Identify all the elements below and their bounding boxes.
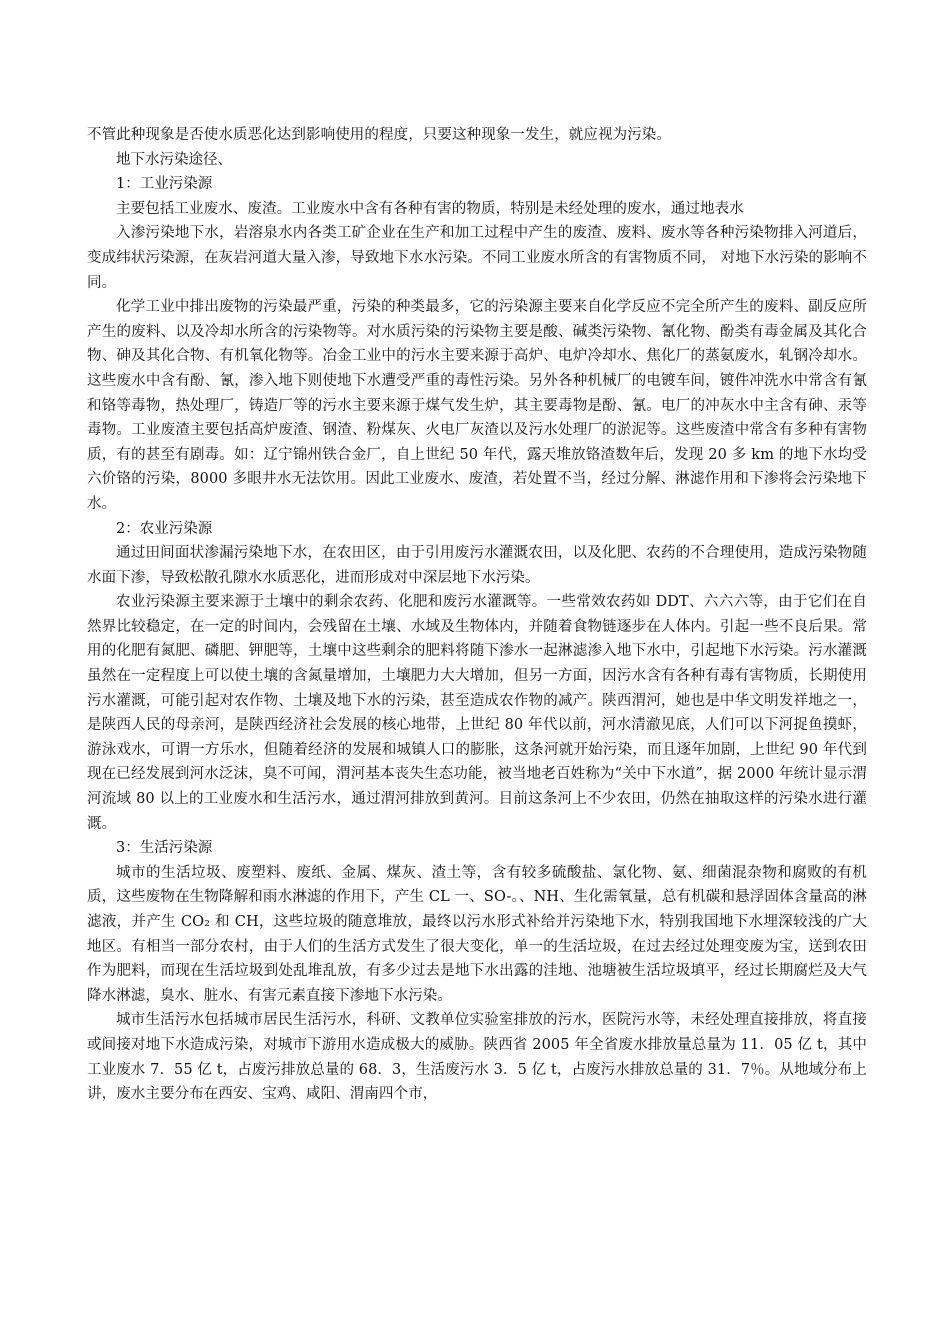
paragraph-agricultural-2: 农业污染源主要来源于土壤中的剩余农药、化肥和废污水灌溉等。一些常效农药如 DDT、六六六等，由于它们在自然界比较稳定，在一定的时间内，会残留在土壤、水域及生物体内，并随着食物链逐步在人体内。引起一些不良后果。常用的化肥有氮肥、磷肥、钾肥等，土壤中这些剩余的肥料将随下渗水一起淋滤渗入地下水中，引起地下水污染。污水灌溉虽然在一定程度上可以使土壤的含氮量增加，土壤肥力大大增加，但另一方面，因污水含有各种有毒有害物质，长期使用污水灌溉，可能引起对农作物、土壤及地下水的污染，甚至造成农作物的减产。陕西渭河，她也是中华文明发祥地之一，是陕西人民的母亲河，是陕西经济社会发展的核心地带，上世纪 80 年代以前，河水清澈见底，人们可以下河捉鱼摸虾，游泳戏水，可谓一方乐水，但随着经济的发展和城镇人口的膨胀，这条河就开始污染，而且逐年加剧，上世纪 90 年代到现在已经发展到河水泛沫，臭不可闻，渭河基本丧失生态功能，被当地老百姓称为“关中下水道”，据 2000 年统计显示渭河流域 80 以上的工业废水和生活污水，通过渭河排放到黄河。目前这条河上不少农田，仍然在抽取这样的污染水进行灌溉。 — [87, 594, 867, 832]
heading-industrial-source: 1：工业污染源 — [116, 176, 213, 193]
heading-domestic-source: 3：生活污染源 — [116, 840, 213, 857]
paragraph-agricultural-1: 通过田间面状渗漏污染地下水，在农田区，由于引用废污水灌溉农田，以及化肥、农药的不合理使用，造成污染物随水面下渗，导致松散孔隙水水质恶化，进而形成对中深层地下水污染。 — [87, 545, 867, 586]
paragraph-domestic-1: 城市的生活垃圾、废塑料、废纸、金属、煤灰、渣土等，含有较多硫酸盐、氯化物、氨、细菌混杂物和腐败的有机质，这些废物在生物降解和雨水淋滤的作用下，产生 CL 一、SO-。、NH、生化需氧量，总有机碳和悬浮固体含量高的淋滤液，并产生 CO₂ 和 CH，这些垃圾的随意堆放，最终以污水形式补给并污染地下水，特别我国地下水埋深较浅的广大地区。有相当一部分农村，由于人们的生活方式发生了很大变化，单一的生活垃圾，在过去经过处理变废为宝，送到农田作为肥料，而现在生活垃圾到处乱堆乱放，有多少过去是地下水出露的洼地、池塘被生活垃圾填平，经过长期腐烂及大气降水淋滤，臭水、脏水、有害元素直接下渗地下水污染。 — [87, 864, 867, 1004]
paragraph-industrial-3: 化学工业中排出废物的污染最严重，污染的种类最多，它的污染源主要来自化学反应不完全所产生的废料、副反应所产生的废料、以及冷却水所含的污染物等。对水质污染的污染物主要是酸、碱类污染物、氰化物、酚类有毒金属及其化合物、砷及其化合物、有机氧化物等。冶金工业中的污水主要来源于高炉、电炉冷却水、焦化厂的蒸氨废水，轧钢冷却水。这些废水中含有酚、氰，渗入地下则使地下水遭受严重的毒性污染。另外各种机械厂的电镀车间，镀件冲洗水中常含有氰和铬等毒物，热处理厂，铸造厂等的污水主要来源于煤气发生炉，其主要毒物是酚、氰。电厂的冲灰水中主含有砷、汞等毒物。工业废渣主要包括高炉废渣、钢渣、粉煤灰、火电厂灰渣以及污水处理厂的淤泥等。这些废渣中常含有多种有害物质，有的甚至有剧毒。如：辽宁锦州铁合金厂，自上世纪 50 年代，露天堆放铬渣数年后，发现 20 多 km 的地下水均受六价铬的污染，8000 多眼井水无法饮用。因此工业废水、废渣，若处置不当，经过分解、淋滤作用和下渗将会污染地下水。 — [87, 299, 867, 512]
heading-pollution-pathways: 地下水污染途径、 — [116, 151, 232, 168]
paragraph-domestic-2: 城市生活污水包括城市居民生活污水，科研、文教单位实验室排放的污水，医院污水等，未经处理直接排放，将直接或间接对地下水造成污染，对城市下游用水造成极大的威胁。陕西省 2005 年全省废水排放量总量为 11．05 亿 t，其中工业废水 7．55 亿 t，占废污排放总量的 68．3，生活废污水 3．5 亿 t，占废污水排放总量的 31．7％。从地域分布上讲，废水主要分布在西安、宝鸡、咸阳、渭南四个市， — [87, 1012, 867, 1103]
heading-agricultural-source: 2：农业污染源 — [116, 520, 213, 537]
document-page — [87, 123, 867, 1107]
paragraph-industrial-1: 主要包括工业废水、废渣。工业废水中含有各种有害的物质，特别是未经处理的废水，通过地表水 — [116, 200, 744, 217]
paragraph-industrial-2: 入渗污染地下水，岩溶泉水内各类工矿企业在生产和加工过程中产生的废渣、废料、废水等各种污染物排入河道后，变成纬状污染源，在灰岩河道大量入渗，导致地下水水污染。不同工业废水所含的有害物质不同， 对地下水污染的影响不同。 — [87, 225, 867, 291]
paragraph-intro: 不管此种现象是否使水质恶化达到影响使用的程度，只要这种现象一发生，就应视为污染。 — [87, 127, 671, 143]
